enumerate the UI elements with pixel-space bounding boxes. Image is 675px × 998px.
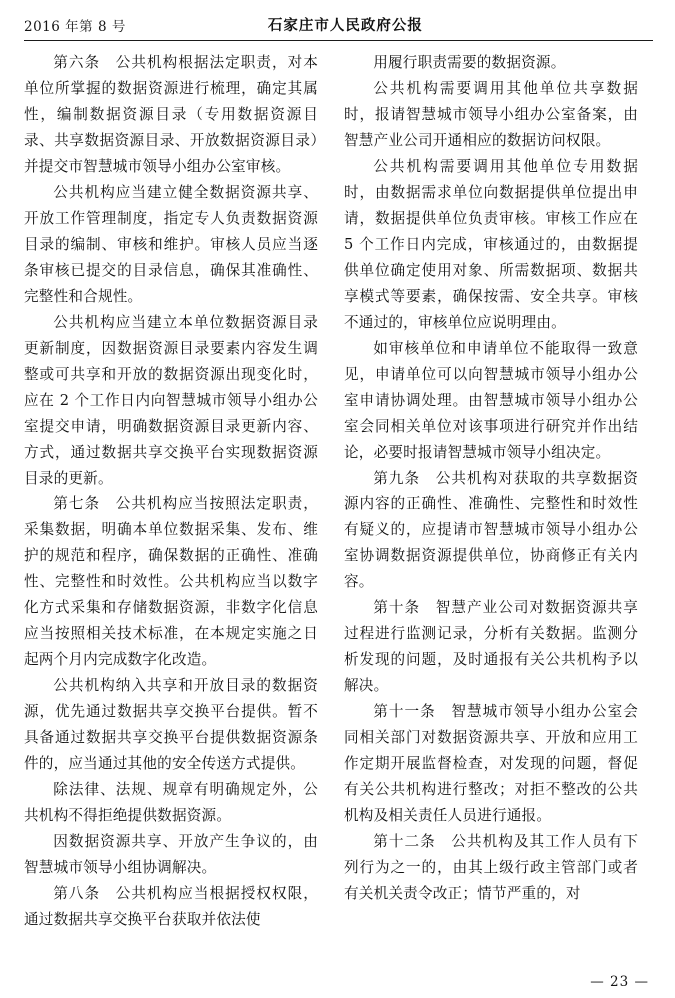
paragraph: 第六条 公共机构根据法定职责，对本单位所掌握的数据资源进行梳理，确定其属性，编制数据资源目录（专用数据资源目录、共享数据资源目录、开放数据资源目录）并提交市智慧城市领导小组办公室审核。 <box>24 54 318 175</box>
paragraph: 第十二条 公共机构及其工作人员有下列行为之一的，由其上级行政主管部门或者有关机关责令改正；情节严重的，对 <box>344 833 638 902</box>
paragraph: 公共机构应当建立健全数据资源共享、开放工作管理制度，指定专人负责数据资源目录的编制、审核和维护。审核人员应当逐条审核已提交的目录信息，确保其准确性、完整性和合规性。 <box>24 183 318 305</box>
paragraph: 第八条 公共机构应当根据授权权限，通过数据共享交换平台获取并依法使 <box>24 885 318 928</box>
page-header <box>24 14 653 41</box>
issue-label: 2016 年第 8 号 <box>24 19 126 35</box>
paragraph: 公共机构需要调用其他单位共享数据时，报请智慧城市领导小组办公室备案，由智慧产业公司开通相应的数据访问权限。 <box>344 79 638 149</box>
paragraph: 公共机构纳入共享和开放目录的数据资源，优先通过数据共享交换平台提供。暂不具备通过数据共享交换平台提供数据资源条件的，应当通过其他的安全传送方式提供。 <box>24 677 318 773</box>
publication-title: 石家庄市人民政府公报 <box>267 17 423 34</box>
paragraph: 公共机构需要调用其他单位专用数据时，由数据需求单位向数据提供单位提出申请，数据提供单位负责审核。审核工作应在 5 个工作日内完成，审核通过的，由数据提供单位确定使用对象、所需数据项、数据共享模式等要素，确保按需、安全共享。审核不通过的，审核单位应说明理由。 <box>344 157 638 331</box>
paragraph: 第七条 公共机构应当按照法定职责，采集数据，明确本单位数据采集、发布、维护的规范和程序，确保数据的正确性、准确性、完整性和时效性。公共机构应当以数字化方式采集和存储数据资源，非数字化信息应当按照相关技术标准，在本规定实施之日起两个月内完成数字化改造。 <box>24 495 318 669</box>
page-number: — 23 — <box>590 974 649 990</box>
paragraph: 除法律、法规、规章有明确规定外，公共机构不得拒绝提供数据资源。 <box>24 781 318 825</box>
paragraph: 第九条 公共机构对获取的共享数据资源内容的正确性、准确性、完整性和时效性有疑义的，应提请市智慧城市领导小组办公室协调数据资源提供单位，协商修正有关内容。 <box>344 469 638 591</box>
paragraph: 用履行职责需要的数据资源。 <box>373 54 566 71</box>
paragraph: 因数据资源共享、开放产生争议的，由智慧城市领导小组协调解决。 <box>24 833 318 877</box>
paragraph: 如审核单位和申请单位不能取得一致意见，申请单位可以向智慧城市领导小组办公室申请协调处理。由智慧城市领导小组办公室会同相关单位对该事项进行研究并作出结论，必要时报请智慧城市领导小组决定。 <box>344 339 638 461</box>
column-right <box>344 50 638 958</box>
text-columns <box>24 50 653 958</box>
column-left <box>24 50 318 958</box>
paragraph: 公共机构应当建立本单位数据资源目录更新制度，因数据资源目录要素内容发生调整或可共享和开放的数据资源出现变化时，应在 2 个工作日内向智慧城市领导小组办公室提交申请，明确数据资源目录更新内容、方式，通过数据共享交换平台实现数据资源目录的更新。 <box>24 313 318 487</box>
paragraph: 第十一条 智慧城市领导小组办公室会同相关部门对数据资源共享、开放和应用工作定期开展监督检查，对发现的问题，督促有关公共机构进行整改；对拒不整改的公共机构及相关责任人员进行通报。 <box>344 703 638 825</box>
paragraph: 第十条 智慧产业公司对数据资源共享过程进行监测记录，分析有关数据。监测分析发现的问题，及时通报有关公共机构予以解决。 <box>344 599 638 695</box>
